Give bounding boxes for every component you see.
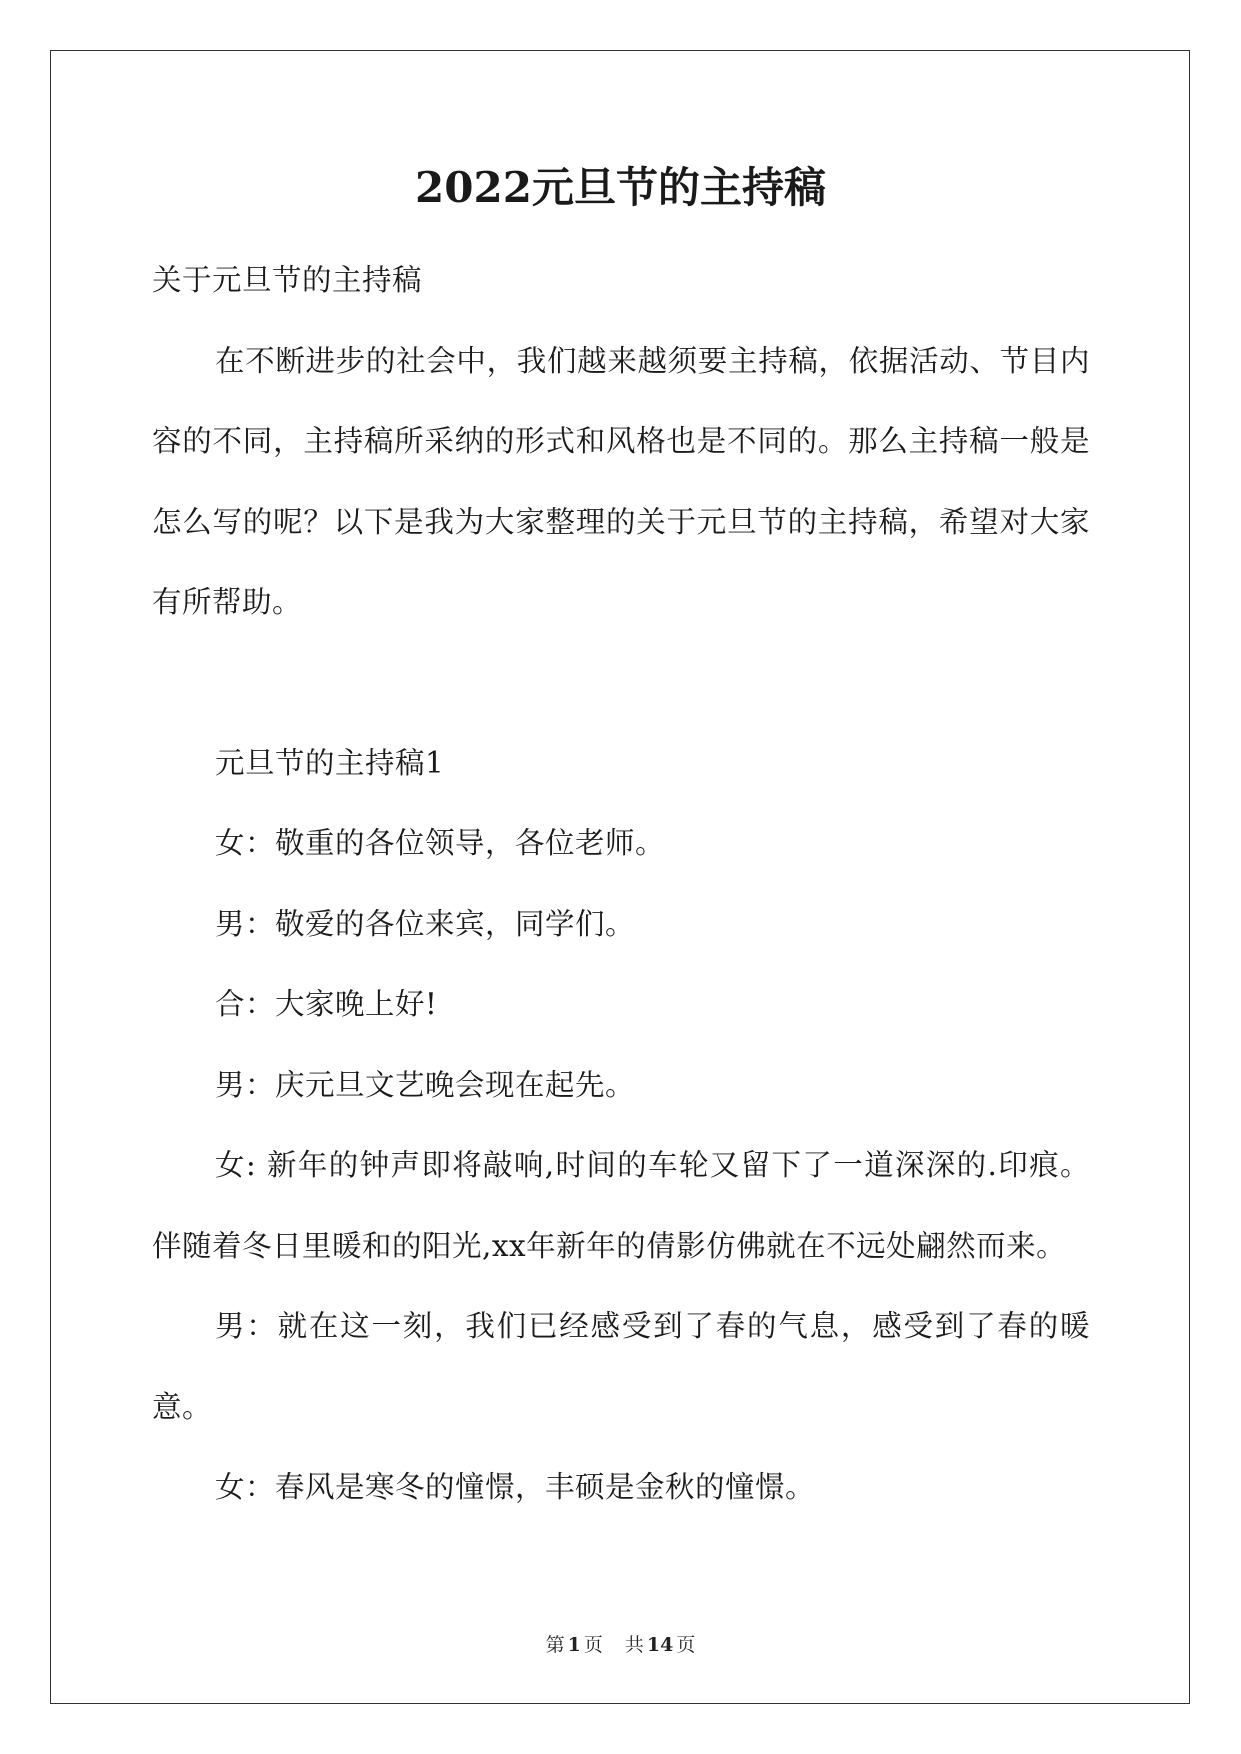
document-subtitle: 关于元旦节的主持稿 xyxy=(152,263,423,297)
page-current: 1 xyxy=(567,1634,581,1656)
dialogue-line: 女：春风是寒冬的憧憬，丰硕是金秋的憧憬。 xyxy=(215,1470,816,1504)
total-suffix: 页 xyxy=(676,1634,696,1656)
document-title: 2022元旦节的主持稿 xyxy=(415,163,826,212)
page-footer xyxy=(0,1630,1241,1657)
page-total: 14 xyxy=(646,1634,674,1656)
paragraph-intro: 在不断进步的社会中，我们越来越须要主持稿，依据活动、节目内容的不同，主持稿所采纳的形式和风格也是不同的。那么主持稿一般是怎么写的呢？以下是我为大家整理的关于元旦节的主持稿，希望对大家有所帮助。 xyxy=(152,343,1090,619)
dialogue-line: 合：大家晚上好! xyxy=(215,987,438,1021)
title-container xyxy=(0,160,1241,216)
dialogue-line: 女: 新年的钟声即将敲响,时间的车轮又留下了一道深深的.印痕。伴随着冬日里暖和的阳光,xx年新年的倩影仿佛就在不远处翩然而来。 xyxy=(152,1148,1090,1263)
total-prefix: 共 xyxy=(624,1634,644,1656)
dialogue-line: 男：就在这一刻，我们已经感受到了春的气息，感受到了春的暖意。 xyxy=(152,1309,1090,1424)
section-heading: 元旦节的主持稿1 xyxy=(215,745,445,780)
page-prefix: 第 xyxy=(545,1634,565,1656)
dialogue-line: 女：敬重的各位领导，各位老师。 xyxy=(215,826,666,860)
dialogue-line: 男：庆元旦文艺晚会现在起先。 xyxy=(215,1067,636,1102)
dialogue-line: 男：敬爱的各位来宾，同学们。 xyxy=(215,906,636,941)
page-suffix: 页 xyxy=(583,1634,603,1656)
document-body xyxy=(152,240,1090,1528)
